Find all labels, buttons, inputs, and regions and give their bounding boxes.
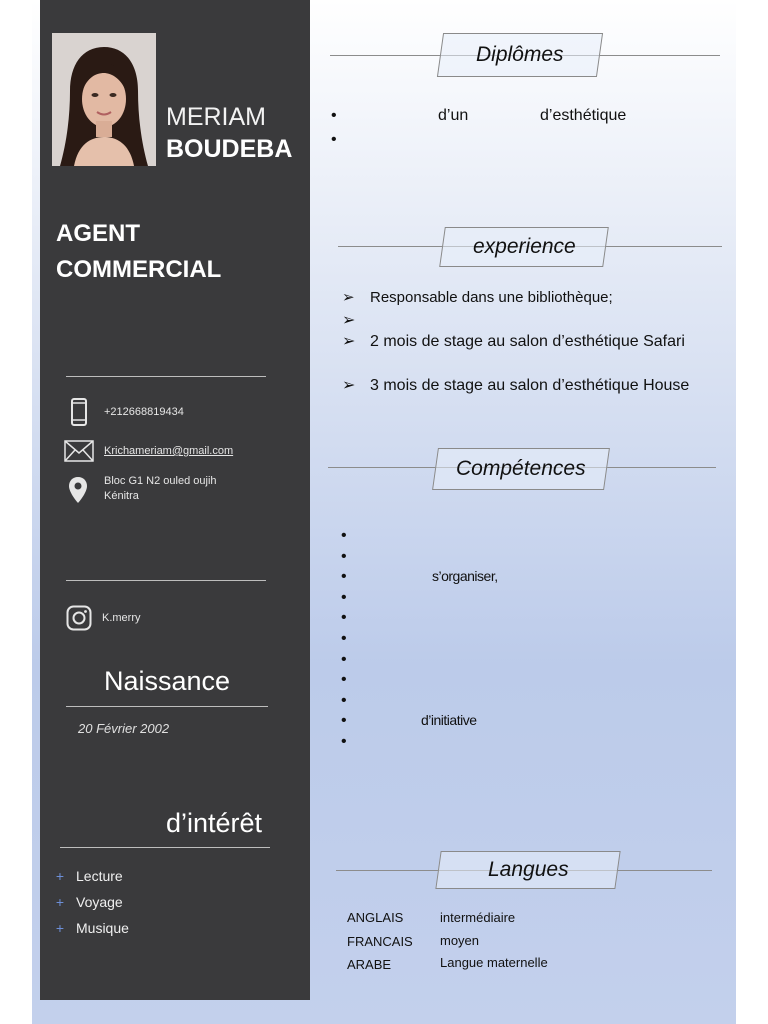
last-name: BOUDEBA xyxy=(166,135,293,163)
interests-divider xyxy=(60,847,270,848)
arrow-bullet-icon: ➢ xyxy=(342,377,356,394)
plus-star-icon: + xyxy=(55,868,65,884)
interest-label: Voyage xyxy=(76,894,123,910)
language-level: Langue maternelle xyxy=(440,955,548,970)
bullet-icon: • xyxy=(341,733,347,750)
instagram-handle[interactable]: K.merry xyxy=(102,612,141,624)
interests-heading: d’intérêt xyxy=(166,808,263,838)
sidebar-divider xyxy=(66,580,266,581)
arrow-bullet-icon: ➢ xyxy=(342,333,356,350)
bullet-icon: • xyxy=(341,609,347,627)
bullet-icon: • xyxy=(331,131,337,148)
interest-label: Lecture xyxy=(76,868,123,884)
section-header-langues xyxy=(435,851,620,889)
mail-icon xyxy=(64,440,94,467)
language-level: intermédiaire xyxy=(440,910,516,925)
interest-item xyxy=(52,894,123,910)
bullet-icon: • xyxy=(341,650,347,668)
language-level: moyen xyxy=(440,933,480,948)
phone-number: +212668819434 xyxy=(104,406,184,418)
section-title: Langues xyxy=(487,858,569,881)
plus-star-icon: + xyxy=(55,920,65,936)
address-line1: Bloc G1 N2 ouled oujih xyxy=(104,475,217,487)
language-name: FRANCAIS xyxy=(347,934,413,949)
plus-star-icon: + xyxy=(55,894,65,910)
interest-label: Musique xyxy=(76,920,129,936)
section-header-competences xyxy=(432,448,610,490)
section-header-diplomes xyxy=(437,33,603,77)
first-name: MERIAM xyxy=(166,103,266,131)
list-item-text: 3 mois de stage au salon d’esthétique House xyxy=(370,377,690,394)
phone-icon xyxy=(71,398,87,431)
interest-item xyxy=(52,920,129,936)
section-header-experience xyxy=(439,227,609,267)
bullet-icon: • xyxy=(341,691,347,709)
list-item xyxy=(342,310,370,330)
list-item-text: Responsable dans une bibliothèque; xyxy=(370,289,613,306)
interest-item xyxy=(52,868,123,884)
instagram-icon xyxy=(66,605,92,636)
list-item-text: d’un xyxy=(438,107,469,124)
job-title-line1: AGENT xyxy=(56,220,140,247)
email-link[interactable]: Krichameriam@gmail.com xyxy=(104,445,234,457)
list-item-text: s’organiser, xyxy=(432,568,498,585)
section-title: Diplômes xyxy=(476,43,564,66)
list-item xyxy=(342,331,685,351)
language-name: ARABE xyxy=(347,957,392,972)
address xyxy=(104,474,217,504)
bullet-icon: • xyxy=(341,527,347,544)
location-pin-icon xyxy=(68,476,88,509)
profile-photo xyxy=(52,33,156,166)
bullet-icon: • xyxy=(331,107,337,124)
arrow-bullet-icon: ➢ xyxy=(342,289,355,306)
bullet-icon: • xyxy=(341,547,347,565)
bullet-icon: • xyxy=(341,671,347,689)
bullet-icon: • xyxy=(341,712,347,730)
job-title-line2: COMMERCIAL xyxy=(56,256,222,283)
list-item xyxy=(342,288,613,306)
birth-divider xyxy=(66,706,268,707)
section-title: Compétences xyxy=(456,457,586,480)
bullet-icon: • xyxy=(341,630,347,647)
list-item xyxy=(342,375,689,395)
address-line2: Kénitra xyxy=(104,490,139,502)
sidebar-divider xyxy=(66,376,266,377)
section-title: experience xyxy=(472,235,576,258)
list-item-text: 2 mois de stage au salon d’esthétique Safari xyxy=(370,333,685,350)
birth-heading: Naissance xyxy=(104,666,231,696)
list-item-text: d’initiative xyxy=(421,712,477,729)
arrow-bullet-icon: ➢ xyxy=(342,312,356,329)
job-title xyxy=(56,216,221,288)
list-item-text: d’esthétique xyxy=(540,107,627,124)
bullet-icon: • xyxy=(341,588,347,606)
bullet-icon: • xyxy=(341,568,347,586)
birth-date: 20 Février 2002 xyxy=(78,721,170,736)
language-name: ANGLAIS xyxy=(347,910,404,925)
